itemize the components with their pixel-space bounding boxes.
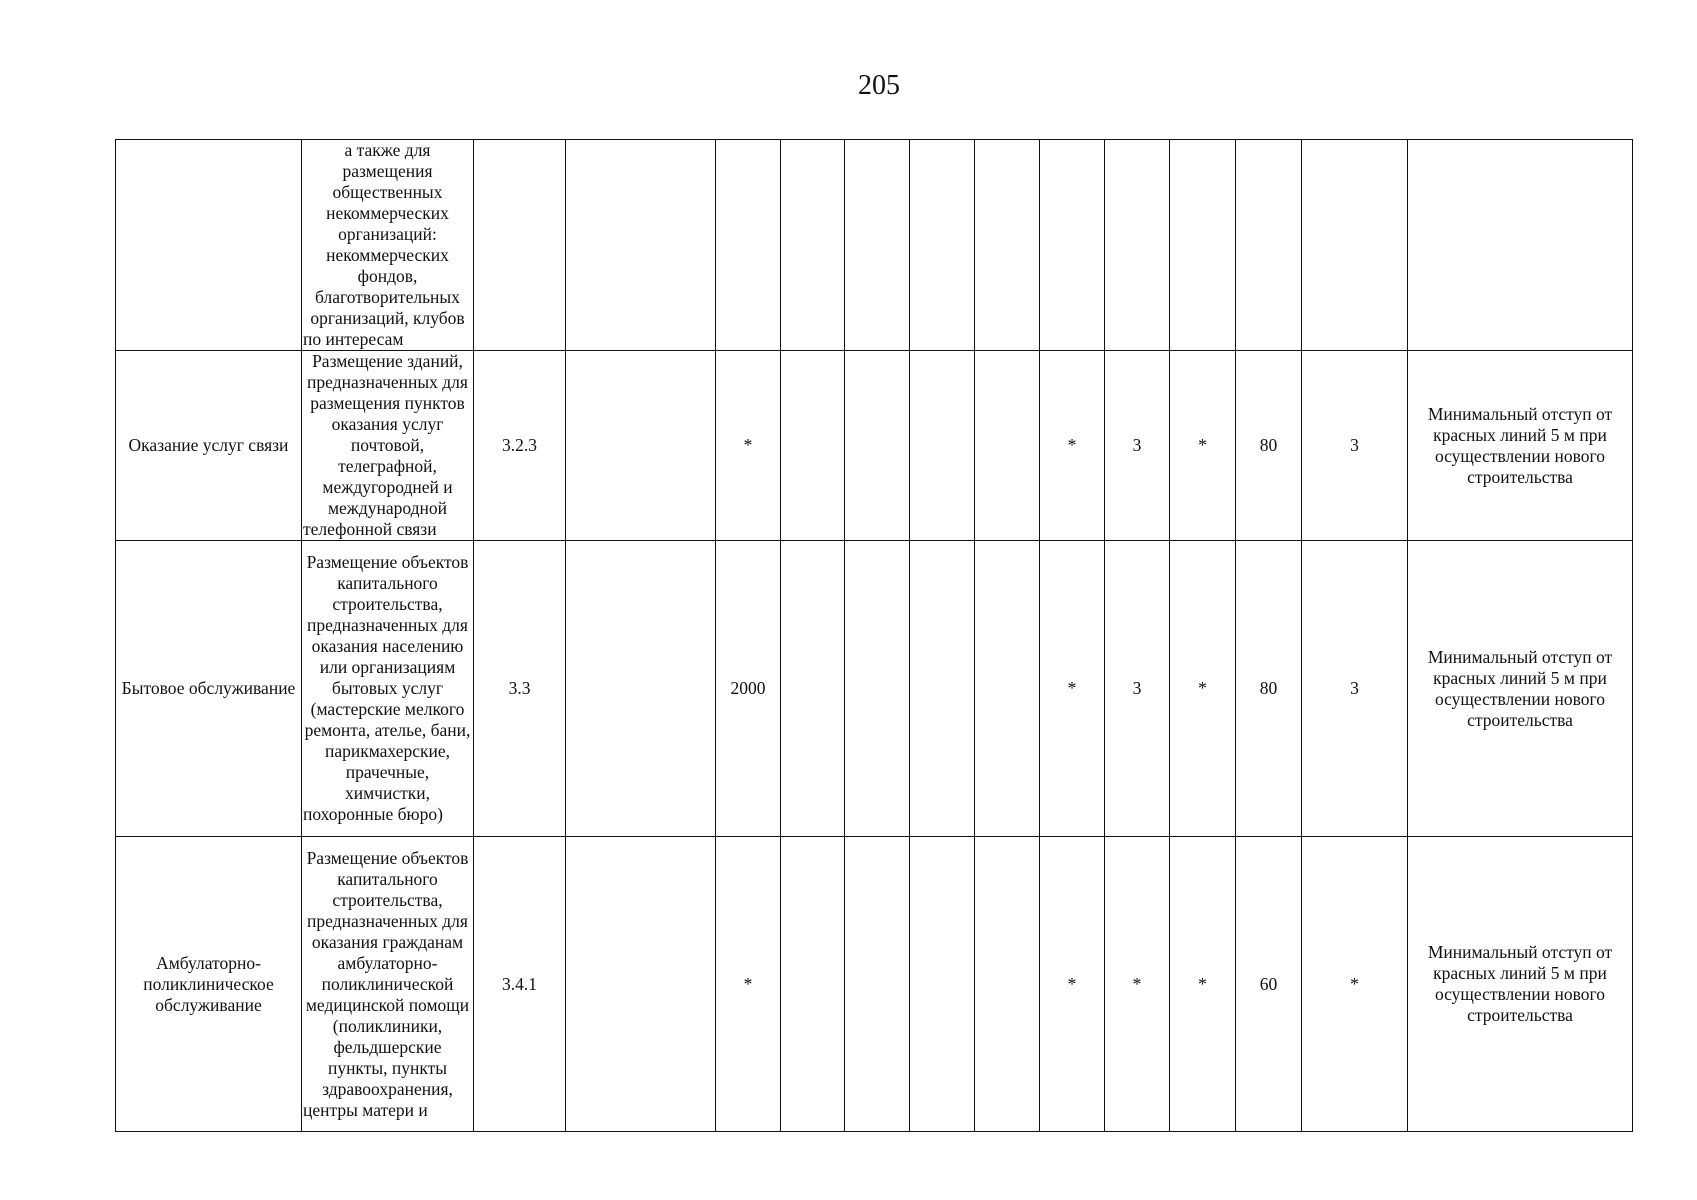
cell-col-5 <box>716 140 781 351</box>
land-use-table <box>115 139 1633 1132</box>
cell-use-description: Размещение зданий, предназначенных для размещения пунктов оказания услуг почтовой, телеграфной, междугородней и международной телефонной связи <box>302 351 474 541</box>
table-row <box>116 541 1633 837</box>
cell-use-code: 3.3 <box>474 541 566 837</box>
cell-note <box>1408 140 1633 351</box>
table-row <box>116 140 1633 351</box>
cell-col-10 <box>1040 140 1105 351</box>
cell-col-9 <box>975 351 1040 541</box>
cell-col-6 <box>781 140 845 351</box>
cell-col-6 <box>781 837 845 1132</box>
cell-col-7 <box>845 140 910 351</box>
cell-col-12: * <box>1170 351 1236 541</box>
cell-col-5: * <box>716 837 781 1132</box>
cell-col-11 <box>1105 140 1170 351</box>
cell-col-10: * <box>1040 837 1105 1132</box>
cell-col-8 <box>910 837 975 1132</box>
cell-col-11: * <box>1105 837 1170 1132</box>
cell-col-7 <box>845 541 910 837</box>
cell-use-name: Оказание услуг связи <box>116 351 302 541</box>
cell-use-name <box>116 140 302 351</box>
cell-col-10: * <box>1040 541 1105 837</box>
cell-col-7 <box>845 837 910 1132</box>
cell-col-11: 3 <box>1105 351 1170 541</box>
table-row <box>116 837 1633 1132</box>
cell-use-description: Размещение объектов капитального строительства, предназначенных для оказания населению или организациям бытовых услуг (мастерские мелкого ремонта, ателье, бани, парикмахерские, прачечные, химчистки, похоронные бюро) <box>302 541 474 837</box>
cell-col-7 <box>845 351 910 541</box>
cell-col-8 <box>910 541 975 837</box>
cell-col-13: 80 <box>1236 541 1302 837</box>
cell-col-13: 80 <box>1236 351 1302 541</box>
cell-col-6 <box>781 541 845 837</box>
cell-col-5: 2000 <box>716 541 781 837</box>
cell-col-12: * <box>1170 541 1236 837</box>
cell-col-12 <box>1170 140 1236 351</box>
cell-col-14: 3 <box>1302 541 1408 837</box>
page-number: 205 <box>858 70 900 101</box>
cell-col-8 <box>910 140 975 351</box>
cell-col-13 <box>1236 140 1302 351</box>
cell-note: Минимальный отступ от красных линий 5 м при осуществлении нового строительства <box>1408 541 1633 837</box>
cell-col-10: * <box>1040 351 1105 541</box>
cell-use-name: Амбулаторно-поликлиническое обслуживание <box>116 837 302 1132</box>
cell-col-9 <box>975 140 1040 351</box>
cell-use-description: Размещение объектов капитального строительства, предназначенных для оказания гражданам амбулаторно-поликлинической медицинской помощи (поликлиники, фельдшерские пункты, пункты здравоохранения, центры матери и <box>302 837 474 1132</box>
cell-col-4 <box>566 837 716 1132</box>
cell-col-5: * <box>716 351 781 541</box>
cell-col-14: * <box>1302 837 1408 1132</box>
cell-col-6 <box>781 351 845 541</box>
cell-use-code: 3.4.1 <box>474 837 566 1132</box>
cell-col-8 <box>910 351 975 541</box>
cell-note: Минимальный отступ от красных линий 5 м при осуществлении нового строительства <box>1408 351 1633 541</box>
cell-col-12: * <box>1170 837 1236 1132</box>
cell-col-14: 3 <box>1302 351 1408 541</box>
cell-col-14 <box>1302 140 1408 351</box>
cell-col-9 <box>975 541 1040 837</box>
table-row <box>116 351 1633 541</box>
cell-note: Минимальный отступ от красных линий 5 м при осуществлении нового строительства <box>1408 837 1633 1132</box>
cell-col-4 <box>566 140 716 351</box>
cell-use-name: Бытовое обслуживание <box>116 541 302 837</box>
cell-use-code <box>474 140 566 351</box>
cell-col-13: 60 <box>1236 837 1302 1132</box>
cell-col-9 <box>975 837 1040 1132</box>
cell-col-4 <box>566 541 716 837</box>
cell-use-code: 3.2.3 <box>474 351 566 541</box>
cell-col-11: 3 <box>1105 541 1170 837</box>
cell-col-4 <box>566 351 716 541</box>
cell-use-description: а также для размещения общественных некоммерческих организаций: некоммерческих фондов, благотворительных организаций, клубов по интересам <box>302 140 474 351</box>
